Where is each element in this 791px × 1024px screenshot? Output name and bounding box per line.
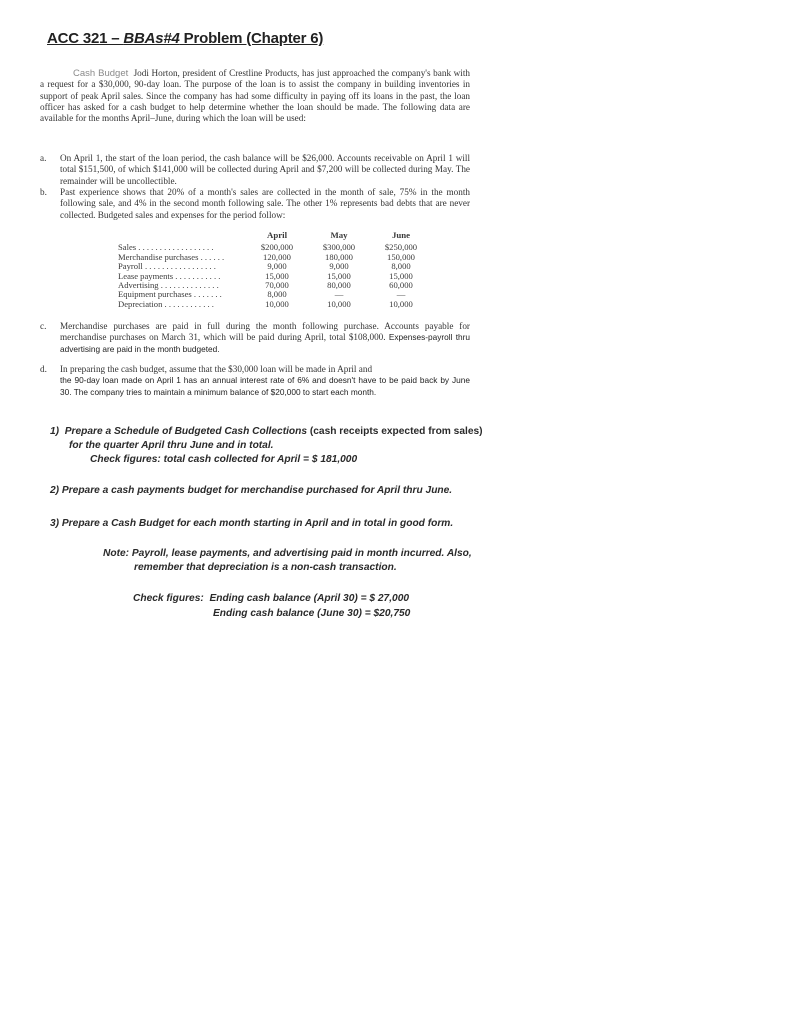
col-header-may: May <box>330 230 348 240</box>
problem-intro <box>40 68 470 124</box>
table-row: Merchandise purchases . . . . . . 120,000 180,000 150,000 <box>118 251 415 262</box>
check-figure-april: Check figures: Ending cash balance (April 30) = $ 27,000 <box>133 593 410 604</box>
item-a: a. On April 1, the start of the loan period, the cash balance will be $26,000. Accounts receivable on April 1 will total $151,500, of which $141,000 will be collected during April and $7,200 will be collected during May. The remainder will be uncollectible. <box>40 153 470 186</box>
note-line-2: remember that depreciation is a non-cash transaction. <box>134 562 397 573</box>
table-row: Advertising . . . . . . . . . . . . . . 70,000 80,000 60,000 <box>118 280 413 291</box>
table-row: Sales . . . . . . . . . . . . . . . . . . $200,000 $300,000 $250,000 <box>118 242 418 253</box>
table-row: Lease payments . . . . . . . . . . . 15,000 15,000 15,000 <box>118 270 413 281</box>
note-line-1: Note: Payroll, lease payments, and advertising paid in month incurred. Also, <box>103 548 472 559</box>
question-1-check-figure: Check figures: total cash collected for April = $ 181,000 <box>90 454 358 465</box>
item-d: d. In preparing the cash budget, assume that the $30,000 loan will be made in April and the 90-day loan made on April 1 has an annual interest rate of 6% and doesn't have to be paid back by June 30. The company tries to maintain a minimum balance of $20,000 to start each month. <box>40 364 470 397</box>
table-row: Payroll . . . . . . . . . . . . . . . . . 9,000 9,000 8,000 <box>118 261 411 272</box>
item-b: b. Past experience shows that 20% of a month's sales are collected in the month of sale, 75% in the month following sale, and 4% in the second month following sale. The other 1% represents bad debts that are never collected. Budgeted sales and expenses for the period follow: <box>40 187 470 220</box>
question-1: 1) Prepare a Schedule of Budgeted Cash Collections (cash receipts expected from sales) <box>50 426 483 437</box>
check-figure-june: Ending cash balance (June 30) = $20,750 <box>213 608 411 619</box>
page-title: ACC 321 – BBAs#4 Problem (Chapter 6) <box>47 30 324 47</box>
intro-text: Jodi Horton, president of Crestline Products, has just approached the company's bank with a request for a $30,000, 90-day loan. The purpose of the loan is to assist the company in building inventories in support of peak April sales. Since the company has had some difficulty in paying off its loans in the past, the loan officer has asked for a cash budget to help determine whether the loan should be made. The following data are available for the months April–June, during which the loan will be used: <box>40 68 471 124</box>
question-2: 2) Prepare a cash payments budget for merchandise purchased for April thru June. <box>50 485 453 496</box>
col-header-april: April <box>266 230 288 240</box>
budget-table <box>118 231 432 309</box>
item-c: c. Merchandise purchases are paid in full during the month following purchase. Accounts payable for merchandise purchases on March 31, which will be paid during April, total $108,000. Expenses-payroll thru advertising are paid in the month budgeted. <box>40 321 470 354</box>
table-row: Equipment purchases . . . . . . . 8,000 — — <box>118 289 406 300</box>
table-row: Depreciation . . . . . . . . . . . . 10,000 10,000 10,000 <box>118 298 413 309</box>
col-header-june: June <box>391 230 411 240</box>
question-3: 3) Prepare a Cash Budget for each month starting in April and in total in good form. <box>50 518 454 529</box>
problem-lead: Cash Budget <box>73 68 129 79</box>
question-1-line2: for the quarter April thru June and in total. <box>69 440 274 451</box>
